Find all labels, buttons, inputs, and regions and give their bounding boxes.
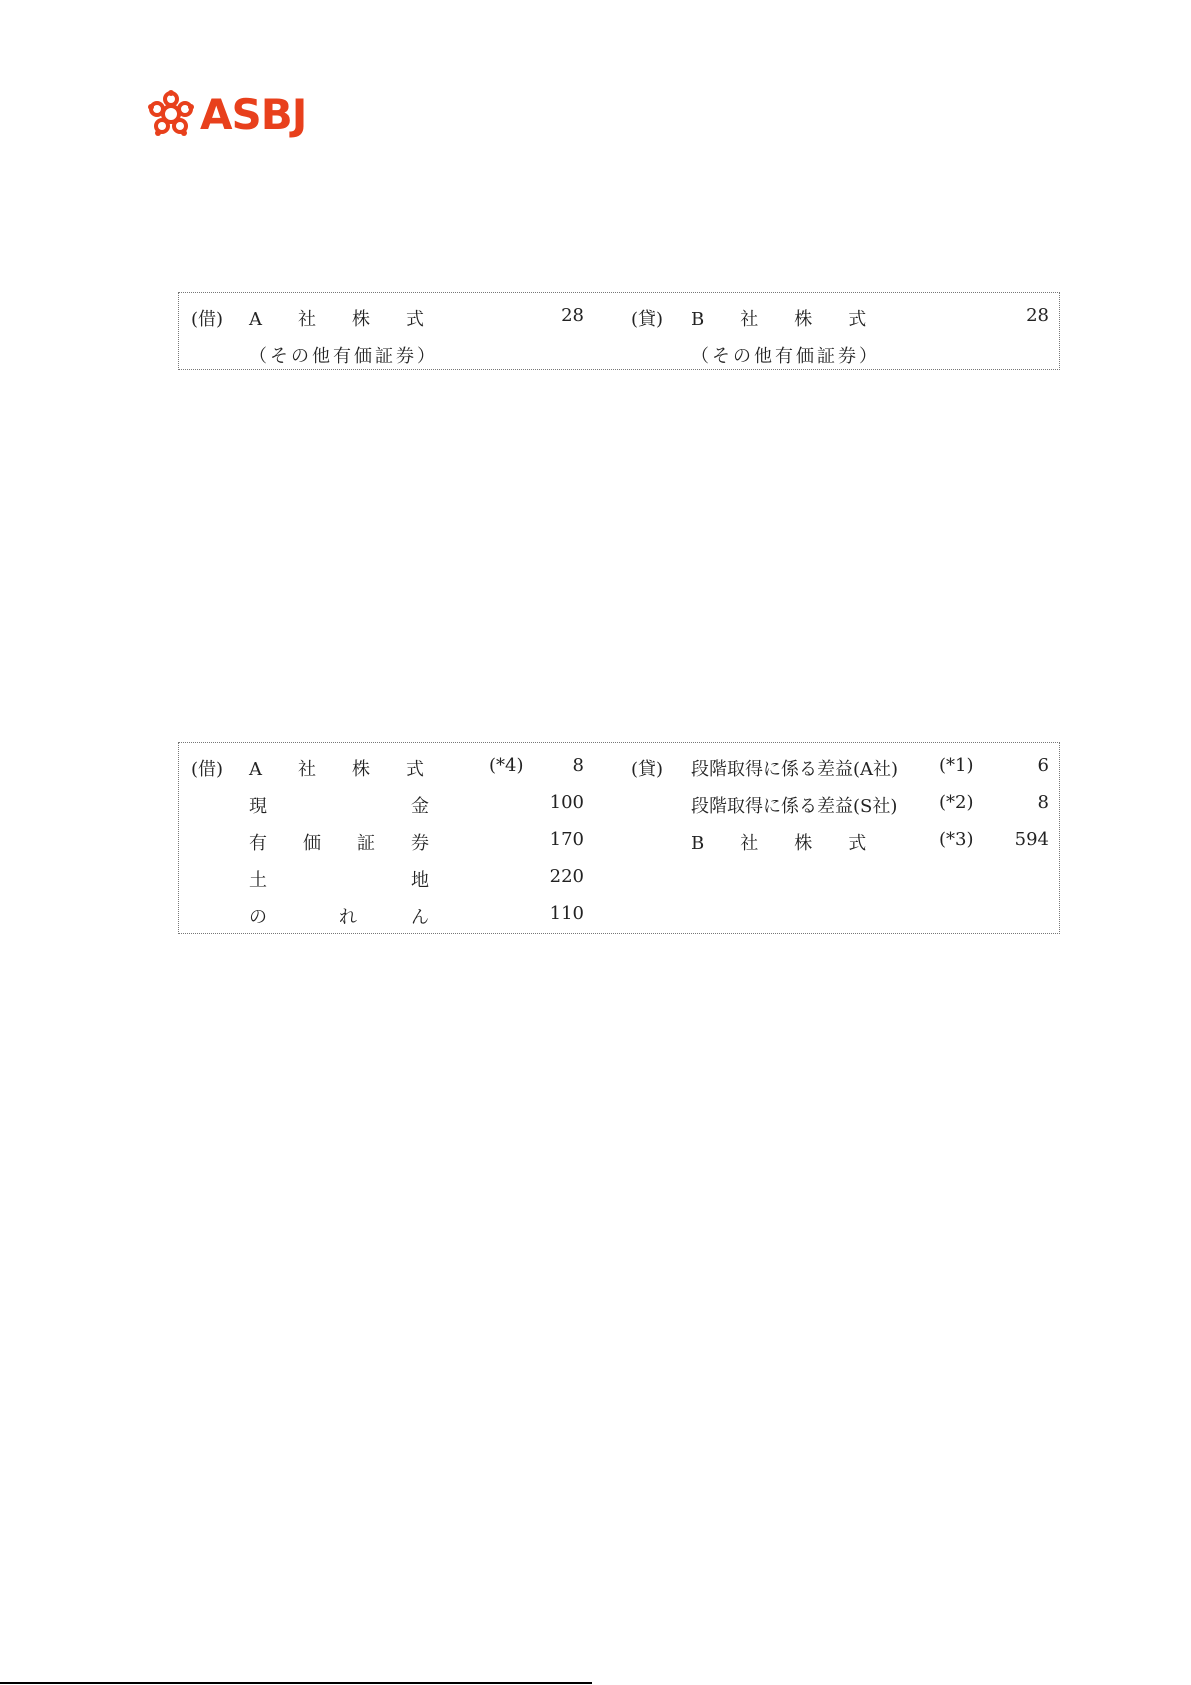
journal-row — [179, 299, 1059, 336]
footnote-rule — [0, 1682, 592, 1684]
debit-account: A 社 株 式 — [249, 759, 424, 780]
credit-marker: (貸) — [631, 309, 664, 330]
asbj-emblem-icon — [146, 89, 196, 139]
debit-note: （その他有価証券） — [249, 346, 438, 367]
logo-text: ASBJ — [200, 89, 307, 139]
journal-row — [179, 823, 1059, 860]
debit-amount: 8 — [572, 755, 584, 776]
debit-account: 現 金 — [249, 796, 429, 817]
credit-marker: (貸) — [631, 759, 664, 780]
debit-marker: (借) — [191, 759, 224, 780]
debit-account: 有 価 証 券 — [249, 833, 429, 854]
debit-amount: 100 — [549, 792, 584, 813]
credit-account: 段階取得に係る差益(S社) — [691, 796, 898, 817]
credit-amount: 28 — [1026, 305, 1049, 326]
journal-row — [179, 860, 1059, 897]
debit-amount: 170 — [549, 829, 584, 850]
credit-ref: (*3) — [939, 829, 974, 850]
debit-amount: 220 — [549, 866, 584, 887]
credit-ref: (*2) — [939, 792, 974, 813]
debit-marker: (借) — [191, 309, 224, 330]
credit-amount: 594 — [1014, 829, 1049, 850]
credit-account: 段階取得に係る差益(A社) — [691, 759, 899, 780]
credit-amount: 6 — [1037, 755, 1049, 776]
credit-note: （その他有価証券） — [691, 346, 880, 367]
asbj-logo — [146, 88, 306, 140]
credit-account: B 社 株 式 — [691, 833, 867, 854]
debit-account: の れ ん — [249, 907, 429, 928]
debit-amount: 28 — [561, 305, 584, 326]
journal-row — [179, 336, 1059, 373]
credit-amount: 8 — [1037, 792, 1049, 813]
credit-account: B 社 株 式 — [691, 309, 867, 330]
journal-row — [179, 897, 1059, 934]
debit-amount: 110 — [549, 903, 584, 924]
journal-row — [179, 786, 1059, 823]
credit-ref: (*1) — [939, 755, 974, 776]
journal-entry-2 — [178, 742, 1060, 934]
debit-account: 土 地 — [249, 870, 429, 891]
debit-ref: (*4) — [489, 755, 524, 776]
journal-row — [179, 749, 1059, 786]
journal-entry-1 — [178, 292, 1060, 370]
debit-account: A 社 株 式 — [249, 309, 424, 330]
